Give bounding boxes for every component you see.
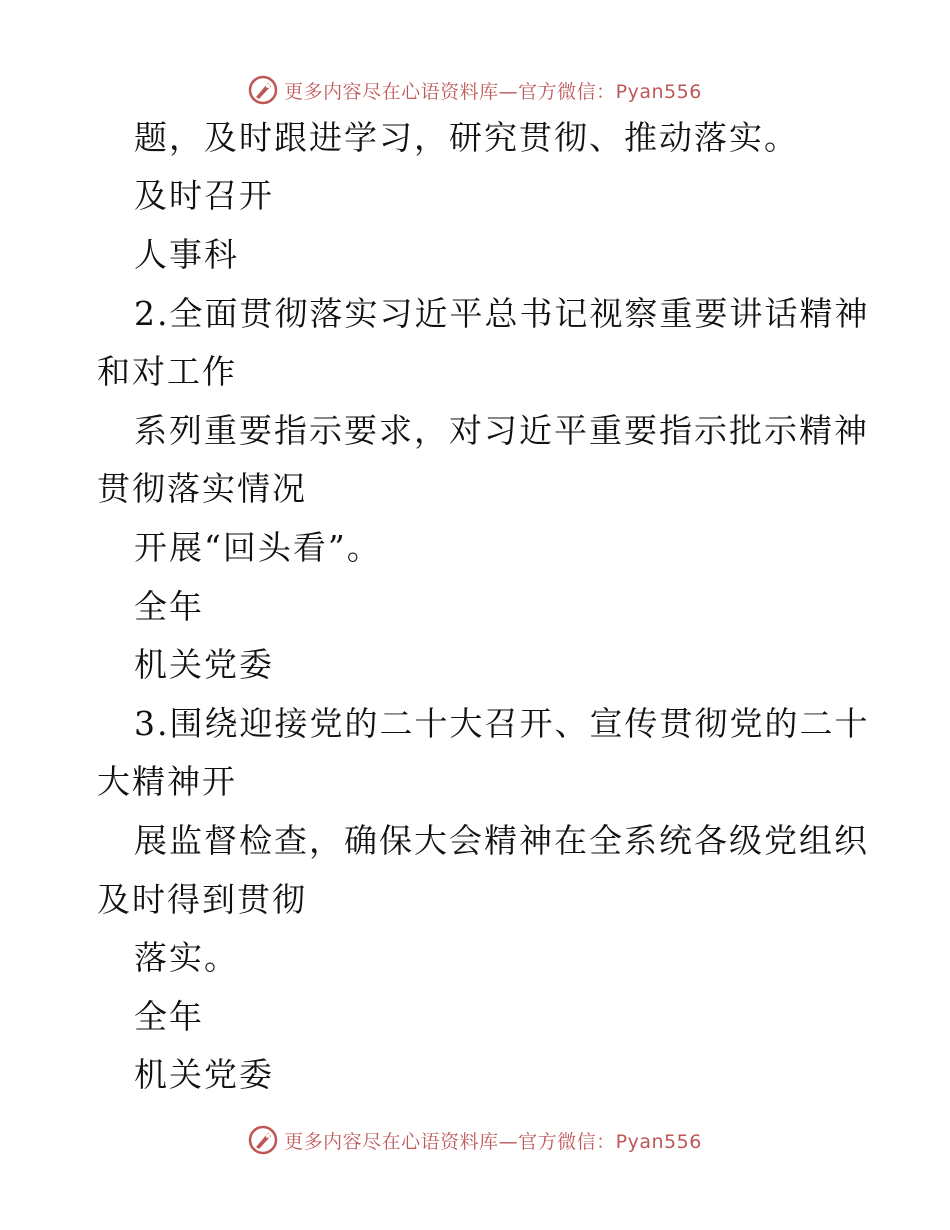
text-line: 开展“回头看”。 — [134, 528, 382, 567]
text-line: 展监督检查，确保大会精神在全系统各级党组织 — [134, 821, 869, 860]
watermark-header — [0, 70, 950, 110]
text-line: 大精神开 — [97, 762, 237, 801]
watermark-text: 更多内容尽在心语资料库—官方微信：Pyan556 — [284, 80, 702, 103]
text-line: 全年 — [134, 587, 204, 626]
text-line: 2.全面贯彻落实习近平总书记视察重要讲话精神 — [134, 294, 870, 333]
text-line: 及时召开 — [134, 176, 274, 215]
text-line: 机关党委 — [134, 1055, 274, 1094]
text-line: 贯彻落实情况 — [97, 469, 307, 508]
text-line: 机关党委 — [134, 645, 274, 684]
text-line: 人事科 — [134, 235, 239, 274]
text-line: 和对工作 — [97, 352, 237, 391]
watermark-footer — [0, 1120, 950, 1160]
pen-logo-icon — [248, 1125, 278, 1155]
watermark-text: 更多内容尽在心语资料库—官方微信：Pyan556 — [284, 1130, 702, 1153]
text-line: 及时得到贯彻 — [97, 880, 307, 919]
text-line: 全年 — [134, 997, 204, 1036]
text-line: 系列重要指示要求，对习近平重要指示批示精神 — [134, 411, 869, 450]
pen-logo-icon — [248, 75, 278, 105]
text-line: 题，及时跟进学习，研究贯彻、推动落实。 — [134, 118, 799, 157]
text-line: 3.围绕迎接党的二十大召开、宣传贯彻党的二十 — [134, 704, 870, 743]
text-line: 落实。 — [134, 938, 239, 977]
